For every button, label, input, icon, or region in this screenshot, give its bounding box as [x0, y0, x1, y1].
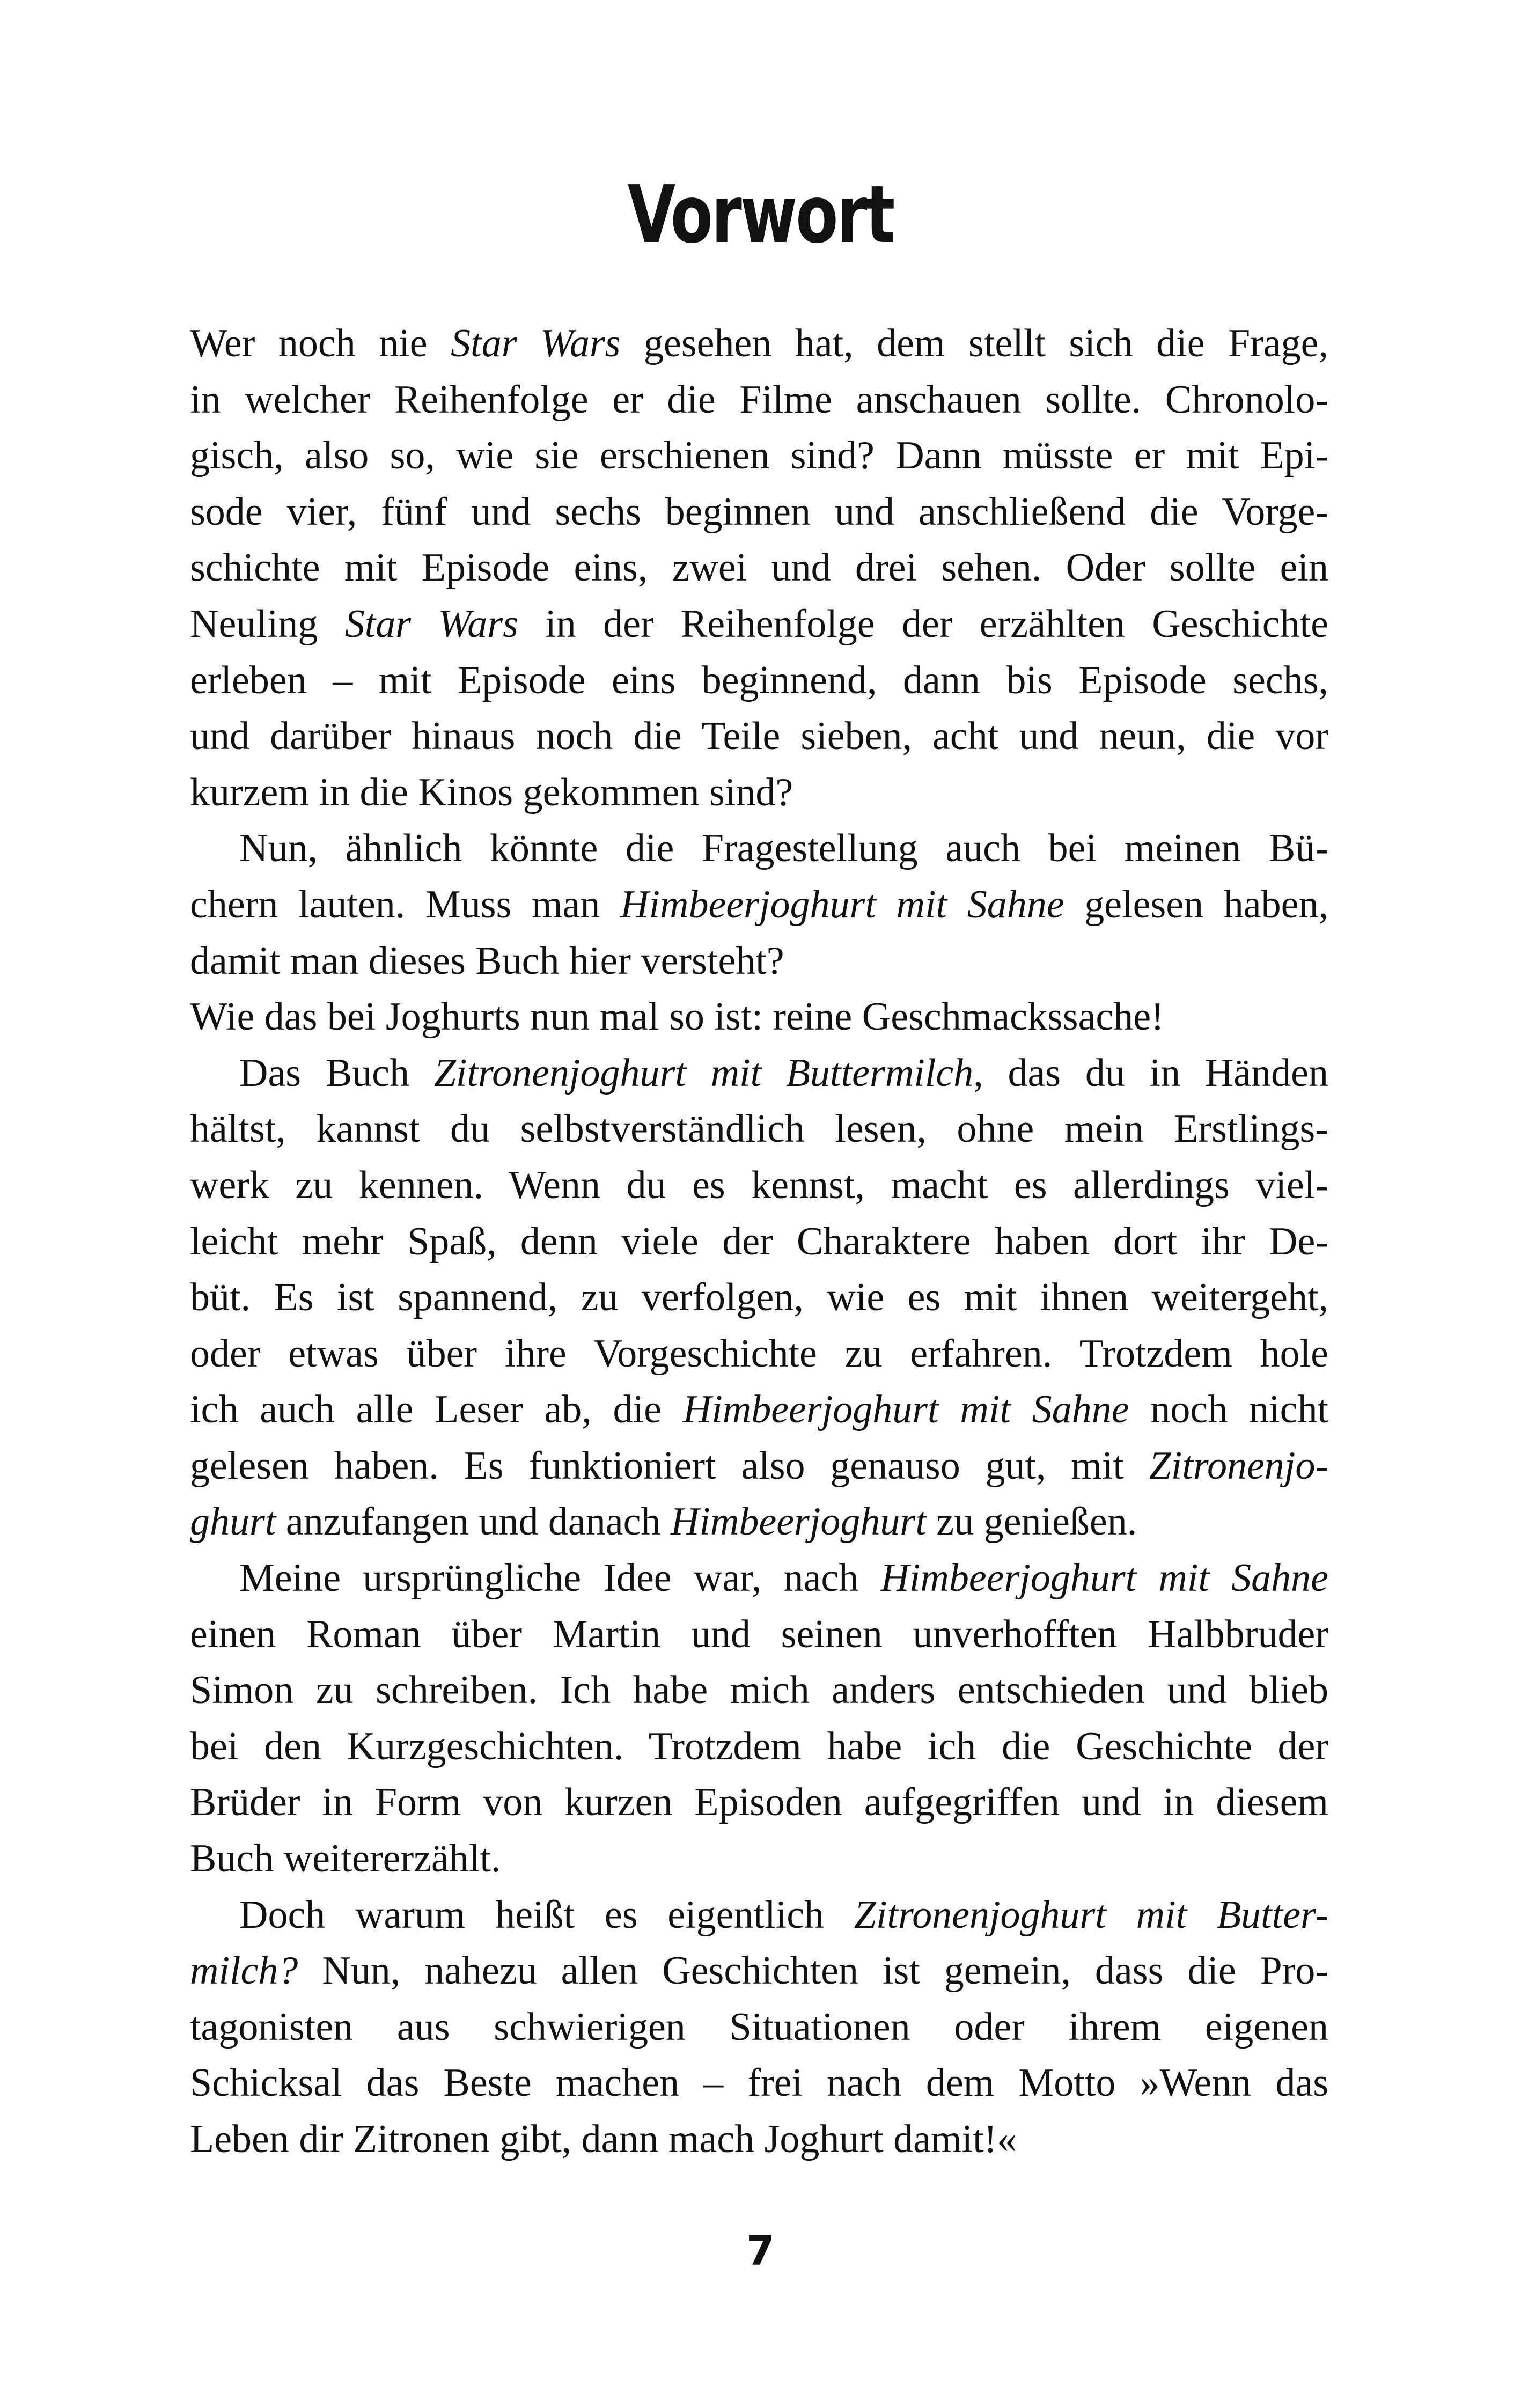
- text-run: Leben dir Zitronen gibt, dann mach Joghurt damit!«: [190, 2117, 1017, 2161]
- text-line: [190, 1887, 1328, 1943]
- text-line: [190, 428, 1328, 484]
- text-line: [190, 652, 1328, 709]
- body-text: [190, 315, 1328, 2168]
- text-line: [190, 1774, 1328, 1831]
- text-line: [190, 708, 1328, 765]
- text-line: [190, 484, 1328, 540]
- text-run: gesehen hat, dem stellt sich die Frage,: [620, 321, 1328, 365]
- text-run: Das Buch: [239, 1051, 434, 1095]
- text-line: [190, 2111, 1328, 2168]
- text-run: Neuling: [190, 601, 345, 646]
- text-run: werk zu kennen. Wenn du es kennst, macht es allerdings viel-: [190, 1163, 1328, 1207]
- text-run: damit man dieses Buch hier versteht?: [190, 938, 784, 983]
- text-line: [190, 1101, 1328, 1157]
- text-line: [190, 1662, 1328, 1719]
- italic-title: Himbeerjoghurt mit Sahne: [620, 882, 1064, 927]
- text-line: [190, 1438, 1328, 1494]
- text-run: Schicksal das Beste machen – frei nach dem Motto »Wenn das: [190, 2061, 1328, 2105]
- text-line: [190, 1943, 1328, 1999]
- text-run: Nun, ähnlich könnte die Fragestellung auch bei meinen Bü-: [239, 826, 1328, 871]
- text-line: [190, 1157, 1328, 1214]
- text-run: ich auch alle Leser ab, die: [190, 1387, 683, 1432]
- text-run: gelesen haben. Es funktioniert also genauso gut, mit: [190, 1443, 1149, 1488]
- text-line: [190, 1045, 1328, 1102]
- text-line: [190, 372, 1328, 428]
- text-run: gisch, also so, wie sie erschienen sind? Dann müsste er mit Epi-: [190, 434, 1328, 478]
- italic-title: milch?: [190, 1949, 298, 1993]
- text-run: leicht mehr Spaß, denn viele der Charaktere haben dort ihr De-: [190, 1219, 1328, 1264]
- text-line: [190, 1494, 1328, 1550]
- text-run: erleben – mit Episode eins beginnend, dann bis Episode sechs,: [190, 658, 1328, 702]
- page-number: 7: [746, 2227, 775, 2274]
- text-run: gelesen haben,: [1064, 882, 1328, 927]
- text-run: Wie das bei Joghurts nun mal so ist: reine Geschmackssache!: [190, 995, 1164, 1039]
- text-line: [190, 989, 1328, 1045]
- text-line: [190, 933, 1328, 989]
- text-line: [190, 1719, 1328, 1775]
- text-line: [190, 1606, 1328, 1663]
- text-run: , das du in Händen: [973, 1051, 1328, 1095]
- text-line: [190, 1326, 1328, 1382]
- text-line: [190, 877, 1328, 933]
- text-run: Simon zu schreiben. Ich habe mich anders entschieden und blieb: [190, 1668, 1328, 1713]
- text-line: [190, 540, 1328, 596]
- text-run: büt. Es ist spannend, zu verfolgen, wie es mit ihnen weitergeht,: [190, 1275, 1328, 1320]
- text-run: Brüder in Form von kurzen Episoden aufgegriffen und in diesem: [190, 1780, 1328, 1825]
- text-line: [190, 1214, 1328, 1270]
- text-run: und darüber hinaus noch die Teile sieben, acht und neun, die vor: [190, 714, 1328, 759]
- text-run: hältst, kannst du selbstverständlich lesen, ohne mein Erstlings-: [190, 1107, 1328, 1151]
- italic-title: Zitronenjo-: [1149, 1443, 1328, 1488]
- text-run: tagonisten aus schwierigen Situationen oder ihrem eigenen: [190, 2005, 1328, 2049]
- text-run: Wer noch nie: [190, 321, 451, 365]
- text-line: [190, 820, 1328, 877]
- text-run: in welcher Reihenfolge er die Filme anschauen sollte. Chronolo-: [190, 377, 1328, 422]
- text-run: schichte mit Episode eins, zwei und drei sehen. Oder sollte ein: [190, 546, 1328, 590]
- text-line: [190, 1831, 1328, 1887]
- italic-title: Himbeerjoghurt mit Sahne: [880, 1556, 1328, 1601]
- italic-title: Star Wars: [451, 321, 621, 365]
- text-line: [190, 315, 1328, 372]
- text-line: [190, 1999, 1328, 2055]
- text-line: [190, 765, 1328, 821]
- text-run: Nun, nahezu allen Geschichten ist gemein, dass die Pro-: [298, 1949, 1328, 1993]
- text-run: zu genießen.: [926, 1500, 1137, 1544]
- text-run: Doch warum heißt es eigentlich: [239, 1892, 854, 1937]
- text-run: Meine ursprüngliche Idee war, nach: [239, 1556, 881, 1601]
- text-run: Buch weitererzählt.: [190, 1837, 501, 1881]
- italic-title: Himbeerjoghurt: [670, 1500, 927, 1544]
- text-run: sode vier, fünf und sechs beginnen und anschließend die Vorge-: [190, 489, 1328, 534]
- text-run: oder etwas über ihre Vorgeschichte zu erfahren. Trotzdem hole: [190, 1331, 1328, 1376]
- text-line: [190, 1269, 1328, 1326]
- text-line: [190, 596, 1328, 652]
- chapter-title: Vorwort: [627, 168, 894, 261]
- text-run: anzufangen und danach: [276, 1500, 671, 1544]
- text-run: noch nicht: [1129, 1387, 1329, 1432]
- text-line: [190, 1382, 1328, 1438]
- text-line: [190, 1550, 1328, 1606]
- text-run: chern lauten. Muss man: [190, 882, 621, 927]
- text-line: [190, 2055, 1328, 2111]
- text-run: bei den Kurzgeschichten. Trotzdem habe ich die Geschichte der: [190, 1724, 1328, 1768]
- italic-title: Zitronenjoghurt mit Buttermilch: [433, 1051, 974, 1095]
- italic-title: Zitronenjoghurt mit Butter-: [854, 1892, 1329, 1937]
- italic-title: Himbeerjoghurt mit Sahne: [682, 1387, 1129, 1432]
- italic-title: ghurt: [190, 1500, 276, 1544]
- text-run: in der Reihenfolge der erzählten Geschichte: [518, 601, 1328, 646]
- text-run: einen Roman über Martin und seinen unverhofften Halbbruder: [190, 1612, 1328, 1656]
- italic-title: Star Wars: [344, 601, 518, 646]
- text-run: kurzem in die Kinos gekommen sind?: [190, 770, 793, 814]
